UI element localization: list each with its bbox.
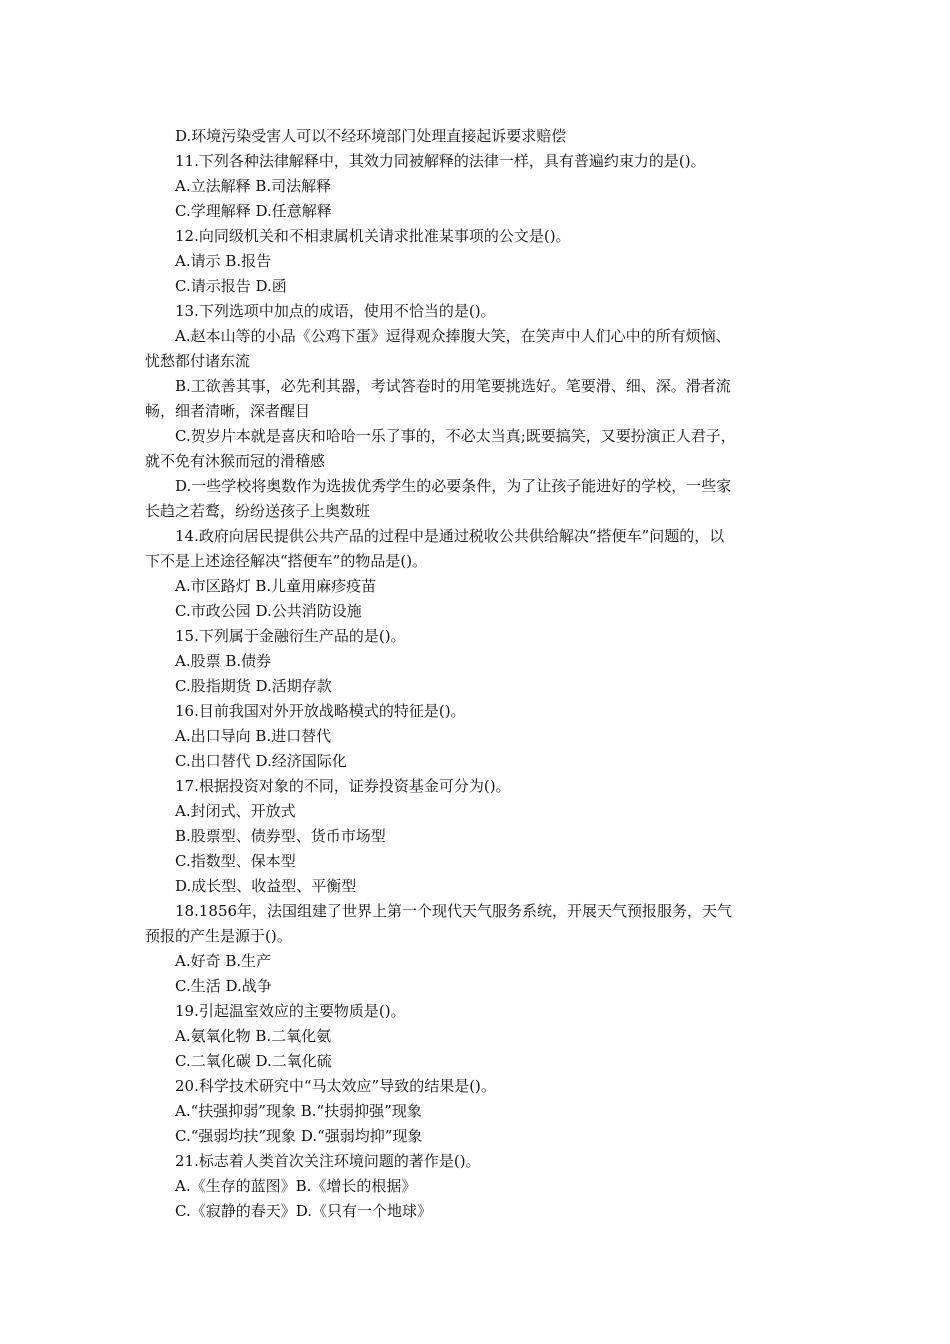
text-line: D.成长型、收益型、平衡型 (175, 877, 357, 895)
text-line: B.股票型、债券型、货币市场型 (175, 827, 386, 845)
text-line: C.股指期货 D.活期存款 (175, 677, 332, 695)
text-line: A.市区路灯 B.儿童用麻疹疫苗 (175, 577, 377, 595)
text-line: A.封闭式、开放式 (175, 802, 296, 820)
text-line: C.生活 D.战争 (175, 977, 272, 995)
text-line: 18.1856年，法国组建了世界上第一个现代天气服务系统，开展天气预报服务，天气 (175, 902, 733, 920)
text-line: A.“扶强抑弱”现象 B.“扶弱抑强”现象 (175, 1102, 422, 1120)
text-line: A.好奇 B.生产 (175, 952, 272, 970)
text-line: 14.政府向居民提供公共产品的过程中是通过税收公共供给解决“搭便车”问题的，以 (175, 527, 725, 545)
text-line: 16.目前我国对外开放战略模式的特征是()。 (175, 702, 466, 720)
text-line: 11.下列各种法律解释中，其效力同被解释的法律一样，具有普遍约束力的是()。 (175, 152, 706, 170)
text-line: C.《寂静的春天》D.《只有一个地球》 (175, 1202, 432, 1220)
text-line: 12.向同级机关和不相隶属机关请求批准某事项的公文是()。 (175, 227, 571, 245)
text-line: C.二氧化碳 D.二氧化硫 (175, 1052, 332, 1070)
text-line: 忧愁都付诸东流 (145, 352, 251, 370)
text-line: 19.引起温室效应的主要物质是()。 (175, 1002, 406, 1020)
text-line: 21.标志着人类首次关注环境问题的著作是()。 (175, 1152, 481, 1170)
text-line: A.请示 B.报告 (175, 252, 272, 270)
text-line: 长趋之若鹜，纷纷送孩子上奥数班 (145, 502, 371, 520)
text-line: 17.根据投资对象的不同，证券投资基金可分为()。 (175, 777, 511, 795)
text-line: B.工欲善其事，必先利其器，考试答卷时的用笔要挑选好。笔要滑、细、深。滑者流 (175, 377, 731, 395)
text-line: C.请示报告 D.函 (175, 277, 287, 295)
text-line: D.一些学校将奥数作为选拔优秀学生的必要条件，为了让孩子能进好的学校，一些家 (175, 477, 732, 495)
text-line: 下不是上述途径解决“搭便车”的物品是()。 (145, 552, 428, 570)
text-line: 20.科学技术研究中“马太效应”导致的结果是()。 (175, 1077, 496, 1095)
text-line: C.市政公园 D.公共消防设施 (175, 602, 362, 620)
text-line: C.“强弱均扶”现象 D.“强弱均抑”现象 (175, 1127, 423, 1145)
text-line: D.环境污染受害人可以不经环境部门处理直接起诉要求赔偿 (175, 127, 567, 145)
text-line: C.贺岁片本就是喜庆和哈哈一乐了事的，不必太当真;既要搞笑，又要扮演正人君子， (175, 427, 736, 445)
text-line: C.出口替代 D.经济国际化 (175, 752, 347, 770)
text-line: C.学理解释 D.任意解释 (175, 202, 332, 220)
document-page (145, 124, 810, 1224)
text-line: A.赵本山等的小品《公鸡下蛋》逗得观众捧腹大笑，在笑声中人们心中的所有烦恼、 (175, 327, 731, 345)
text-line: 13.下列选项中加点的成语，使用不恰当的是()。 (175, 302, 496, 320)
text-line: 就不免有沐猴而冠的滑稽感 (145, 452, 326, 470)
text-line: 预报的产生是源于()。 (145, 927, 292, 945)
text-line: A.氨氧化物 B.二氧化氨 (175, 1027, 332, 1045)
text-line: 15.下列属于金融衍生产品的是()。 (175, 627, 406, 645)
text-line: A.出口导向 B.进口替代 (175, 727, 332, 745)
text-line: A.立法解释 B.司法解释 (175, 177, 332, 195)
text-line: A.股票 B.债券 (175, 652, 272, 670)
text-line: C.指数型、保本型 (175, 852, 296, 870)
text-line: A.《生存的蓝图》B.《增长的根据》 (175, 1177, 417, 1195)
text-line: 畅，细者清晰，深者醒目 (145, 402, 311, 420)
